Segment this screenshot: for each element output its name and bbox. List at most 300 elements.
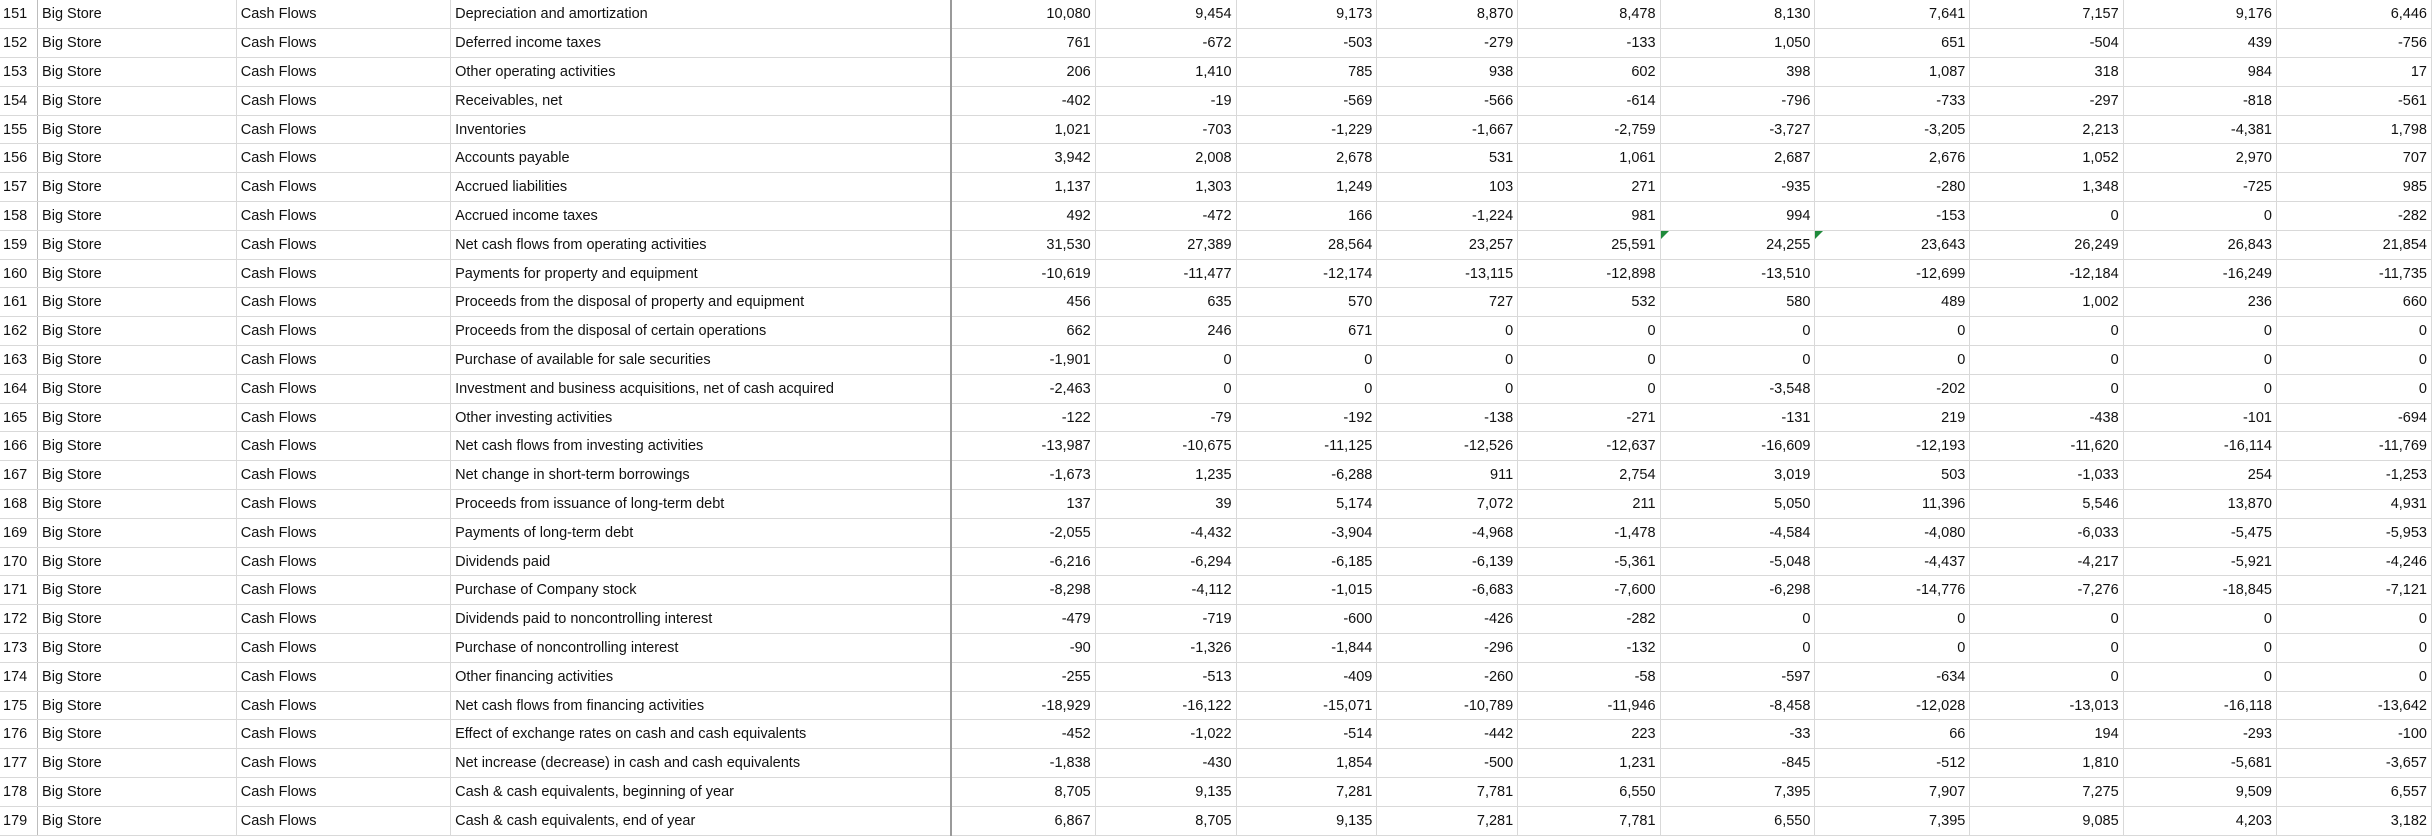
- cell-store[interactable]: Big Store: [38, 173, 237, 202]
- cell-value[interactable]: -293: [2123, 720, 2276, 749]
- cell-line-item[interactable]: Payments for property and equipment: [451, 259, 952, 288]
- cell-value[interactable]: -33: [1660, 720, 1815, 749]
- row-header[interactable]: 160: [0, 259, 38, 288]
- cell-value[interactable]: -132: [1518, 634, 1660, 663]
- cell-value[interactable]: -297: [1970, 86, 2123, 115]
- cell-value[interactable]: 8,478: [1518, 0, 1660, 29]
- cell-value[interactable]: 3,942: [951, 144, 1095, 173]
- cell-value[interactable]: 0: [1518, 374, 1660, 403]
- cell-store[interactable]: Big Store: [38, 230, 237, 259]
- row-header[interactable]: 169: [0, 518, 38, 547]
- cell-line-item[interactable]: Investment and business acquisitions, net of cash acquired: [451, 374, 952, 403]
- row-header[interactable]: 168: [0, 490, 38, 519]
- cell-value[interactable]: -90: [951, 634, 1095, 663]
- cell-value[interactable]: 0: [2123, 202, 2276, 231]
- cell-value[interactable]: -1,838: [951, 749, 1095, 778]
- cell-value[interactable]: 0: [1377, 374, 1518, 403]
- cell-sheet[interactable]: Cash Flows: [236, 691, 450, 720]
- cell-value[interactable]: 219: [1815, 403, 1970, 432]
- cell-value[interactable]: 0: [2276, 374, 2431, 403]
- cell-value[interactable]: 1,061: [1518, 144, 1660, 173]
- cell-value[interactable]: -7,600: [1518, 576, 1660, 605]
- cell-value[interactable]: -3,727: [1660, 115, 1815, 144]
- cell-line-item[interactable]: Net change in short-term borrowings: [451, 461, 952, 490]
- cell-value[interactable]: 7,157: [1970, 0, 2123, 29]
- cell-value[interactable]: -7,121: [2276, 576, 2431, 605]
- cell-sheet[interactable]: Cash Flows: [236, 547, 450, 576]
- cell-value[interactable]: -845: [1660, 749, 1815, 778]
- cell-value[interactable]: -8,298: [951, 576, 1095, 605]
- cell-value[interactable]: 1,021: [951, 115, 1095, 144]
- cell-value[interactable]: -5,681: [2123, 749, 2276, 778]
- cell-value[interactable]: 11,396: [1815, 490, 1970, 519]
- cell-value[interactable]: -442: [1377, 720, 1518, 749]
- cell-line-item[interactable]: Receivables, net: [451, 86, 952, 115]
- row-header[interactable]: 161: [0, 288, 38, 317]
- cell-store[interactable]: Big Store: [38, 29, 237, 58]
- cell-value[interactable]: 0: [1970, 374, 2123, 403]
- cell-value[interactable]: -818: [2123, 86, 2276, 115]
- cell-store[interactable]: Big Store: [38, 662, 237, 691]
- cell-value[interactable]: 17: [2276, 58, 2431, 87]
- cell-value[interactable]: -16,249: [2123, 259, 2276, 288]
- cell-value[interactable]: -15,071: [1236, 691, 1377, 720]
- cell-value[interactable]: 28,564: [1236, 230, 1377, 259]
- cell-value[interactable]: -5,048: [1660, 547, 1815, 576]
- cell-store[interactable]: Big Store: [38, 259, 237, 288]
- cell-store[interactable]: Big Store: [38, 778, 237, 807]
- cell-value[interactable]: 0: [2276, 662, 2431, 691]
- cell-value[interactable]: 236: [2123, 288, 2276, 317]
- cell-value[interactable]: 4,203: [2123, 806, 2276, 835]
- cell-sheet[interactable]: Cash Flows: [236, 230, 450, 259]
- cell-value[interactable]: -10,789: [1377, 691, 1518, 720]
- cell-value[interactable]: 2,213: [1970, 115, 2123, 144]
- cell-value[interactable]: 9,085: [1970, 806, 2123, 835]
- cell-value[interactable]: -192: [1236, 403, 1377, 432]
- cell-value[interactable]: -600: [1236, 605, 1377, 634]
- cell-value[interactable]: 1,798: [2276, 115, 2431, 144]
- row-header[interactable]: 164: [0, 374, 38, 403]
- row-header[interactable]: 171: [0, 576, 38, 605]
- cell-value[interactable]: -260: [1377, 662, 1518, 691]
- cell-value[interactable]: -1,022: [1095, 720, 1236, 749]
- cell-line-item[interactable]: Proceeds from the disposal of property and equipment: [451, 288, 952, 317]
- cell-value[interactable]: 0: [2123, 605, 2276, 634]
- cell-value[interactable]: -561: [2276, 86, 2431, 115]
- cell-sheet[interactable]: Cash Flows: [236, 778, 450, 807]
- cell-line-item[interactable]: Proceeds from the disposal of certain operations: [451, 317, 952, 346]
- cell-value[interactable]: -503: [1236, 29, 1377, 58]
- cell-value[interactable]: 2,008: [1095, 144, 1236, 173]
- cell-value[interactable]: -16,114: [2123, 432, 2276, 461]
- cell-value[interactable]: -10,619: [951, 259, 1095, 288]
- cell-value[interactable]: -672: [1095, 29, 1236, 58]
- cell-value[interactable]: 8,705: [951, 778, 1095, 807]
- cell-value[interactable]: -409: [1236, 662, 1377, 691]
- cell-value[interactable]: 5,174: [1236, 490, 1377, 519]
- cell-sheet[interactable]: Cash Flows: [236, 662, 450, 691]
- cell-value[interactable]: -11,946: [1518, 691, 1660, 720]
- row-header[interactable]: 179: [0, 806, 38, 835]
- cell-value[interactable]: 3,182: [2276, 806, 2431, 835]
- cell-value[interactable]: -138: [1377, 403, 1518, 432]
- cell-value[interactable]: 662: [951, 317, 1095, 346]
- cell-sheet[interactable]: Cash Flows: [236, 749, 450, 778]
- cell-sheet[interactable]: Cash Flows: [236, 29, 450, 58]
- cell-value[interactable]: 0: [1970, 202, 2123, 231]
- cell-value[interactable]: -733: [1815, 86, 1970, 115]
- cell-line-item[interactable]: Cash & cash equivalents, beginning of year: [451, 778, 952, 807]
- cell-value[interactable]: 0: [1377, 317, 1518, 346]
- cell-value[interactable]: 651: [1815, 29, 1970, 58]
- cell-value[interactable]: -5,361: [1518, 547, 1660, 576]
- cell-value[interactable]: 727: [1377, 288, 1518, 317]
- cell-store[interactable]: Big Store: [38, 317, 237, 346]
- cell-value[interactable]: 66: [1815, 720, 1970, 749]
- cell-sheet[interactable]: Cash Flows: [236, 86, 450, 115]
- cell-store[interactable]: Big Store: [38, 288, 237, 317]
- cell-value[interactable]: 761: [951, 29, 1095, 58]
- cell-value[interactable]: -1,253: [2276, 461, 2431, 490]
- cell-value[interactable]: -4,432: [1095, 518, 1236, 547]
- cell-value[interactable]: -11,125: [1236, 432, 1377, 461]
- cell-value[interactable]: 994: [1660, 202, 1815, 231]
- cell-value[interactable]: -16,118: [2123, 691, 2276, 720]
- cell-value[interactable]: -4,080: [1815, 518, 1970, 547]
- cell-value[interactable]: -4,968: [1377, 518, 1518, 547]
- row-header[interactable]: 176: [0, 720, 38, 749]
- cell-value[interactable]: -296: [1377, 634, 1518, 663]
- cell-line-item[interactable]: Purchase of Company stock: [451, 576, 952, 605]
- cell-value[interactable]: 27,389: [1095, 230, 1236, 259]
- cell-value[interactable]: 0: [1236, 374, 1377, 403]
- cell-sheet[interactable]: Cash Flows: [236, 0, 450, 29]
- cell-value[interactable]: -2,759: [1518, 115, 1660, 144]
- cell-store[interactable]: Big Store: [38, 461, 237, 490]
- cell-value[interactable]: 0: [1095, 374, 1236, 403]
- cell-store[interactable]: Big Store: [38, 547, 237, 576]
- cell-value[interactable]: -6,033: [1970, 518, 2123, 547]
- cell-line-item[interactable]: Accrued income taxes: [451, 202, 952, 231]
- cell-value[interactable]: 7,072: [1377, 490, 1518, 519]
- cell-value[interactable]: -514: [1236, 720, 1377, 749]
- cell-value[interactable]: -6,185: [1236, 547, 1377, 576]
- cell-value[interactable]: 6,550: [1518, 778, 1660, 807]
- cell-value[interactable]: 1,810: [1970, 749, 2123, 778]
- cell-value[interactable]: 0: [1815, 605, 1970, 634]
- cell-line-item[interactable]: Net increase (decrease) in cash and cash equivalents: [451, 749, 952, 778]
- cell-value[interactable]: -271: [1518, 403, 1660, 432]
- cell-value[interactable]: 0: [1970, 317, 2123, 346]
- cell-value[interactable]: -153: [1815, 202, 1970, 231]
- cell-value[interactable]: 981: [1518, 202, 1660, 231]
- cell-value[interactable]: -18,845: [2123, 576, 2276, 605]
- cell-value[interactable]: -19: [1095, 86, 1236, 115]
- cell-value[interactable]: -1,673: [951, 461, 1095, 490]
- cell-value[interactable]: -12,184: [1970, 259, 2123, 288]
- cell-sheet[interactable]: Cash Flows: [236, 288, 450, 317]
- cell-value[interactable]: -4,246: [2276, 547, 2431, 576]
- cell-value[interactable]: -13,510: [1660, 259, 1815, 288]
- cell-value[interactable]: 137: [951, 490, 1095, 519]
- cell-store[interactable]: Big Store: [38, 202, 237, 231]
- cell-line-item[interactable]: Proceeds from issuance of long-term debt: [451, 490, 952, 519]
- cell-value[interactable]: 2,678: [1236, 144, 1377, 173]
- cell-value[interactable]: -472: [1095, 202, 1236, 231]
- cell-value[interactable]: 0: [1377, 346, 1518, 375]
- cell-value[interactable]: -1,844: [1236, 634, 1377, 663]
- cell-value[interactable]: -569: [1236, 86, 1377, 115]
- row-header[interactable]: 151: [0, 0, 38, 29]
- cell-value[interactable]: 2,676: [1815, 144, 1970, 173]
- cell-value[interactable]: 7,641: [1815, 0, 1970, 29]
- cell-value[interactable]: 492: [951, 202, 1095, 231]
- cell-value[interactable]: -133: [1518, 29, 1660, 58]
- cell-sheet[interactable]: Cash Flows: [236, 144, 450, 173]
- cell-value[interactable]: 5,050: [1660, 490, 1815, 519]
- cell-value[interactable]: 0: [1518, 317, 1660, 346]
- cell-store[interactable]: Big Store: [38, 115, 237, 144]
- cell-store[interactable]: Big Store: [38, 403, 237, 432]
- cell-sheet[interactable]: Cash Flows: [236, 518, 450, 547]
- cell-value[interactable]: -402: [951, 86, 1095, 115]
- cell-value[interactable]: 7,395: [1660, 778, 1815, 807]
- cell-value[interactable]: 1,231: [1518, 749, 1660, 778]
- cell-value[interactable]: -6,683: [1377, 576, 1518, 605]
- cell-line-item[interactable]: Other investing activities: [451, 403, 952, 432]
- cell-value[interactable]: -1,015: [1236, 576, 1377, 605]
- cell-value[interactable]: -12,028: [1815, 691, 1970, 720]
- cell-store[interactable]: Big Store: [38, 346, 237, 375]
- cell-value[interactable]: 4,931: [2276, 490, 2431, 519]
- cell-sheet[interactable]: Cash Flows: [236, 806, 450, 835]
- cell-sheet[interactable]: Cash Flows: [236, 605, 450, 634]
- cell-value[interactable]: 671: [1236, 317, 1377, 346]
- cell-value[interactable]: 985: [2276, 173, 2431, 202]
- cell-value[interactable]: 660: [2276, 288, 2431, 317]
- cell-value[interactable]: -6,298: [1660, 576, 1815, 605]
- cell-value[interactable]: -58: [1518, 662, 1660, 691]
- cell-value[interactable]: 2,687: [1660, 144, 1815, 173]
- cell-value[interactable]: -597: [1660, 662, 1815, 691]
- cell-value[interactable]: -1,229: [1236, 115, 1377, 144]
- row-header[interactable]: 157: [0, 173, 38, 202]
- cell-value[interactable]: 0: [2276, 346, 2431, 375]
- cell-store[interactable]: Big Store: [38, 58, 237, 87]
- cell-value[interactable]: -8,458: [1660, 691, 1815, 720]
- cell-value[interactable]: -12,526: [1377, 432, 1518, 461]
- cell-value[interactable]: -4,217: [1970, 547, 2123, 576]
- cell-value[interactable]: 9,454: [1095, 0, 1236, 29]
- cell-value[interactable]: 2,754: [1518, 461, 1660, 490]
- cell-value[interactable]: 0: [1236, 346, 1377, 375]
- cell-line-item[interactable]: Dividends paid: [451, 547, 952, 576]
- cell-value[interactable]: -11,769: [2276, 432, 2431, 461]
- cell-value[interactable]: -479: [951, 605, 1095, 634]
- cell-value[interactable]: -11,735: [2276, 259, 2431, 288]
- cell-value[interactable]: 1,235: [1095, 461, 1236, 490]
- cell-value[interactable]: 0: [2123, 374, 2276, 403]
- cell-value[interactable]: 206: [951, 58, 1095, 87]
- cell-value[interactable]: -282: [1518, 605, 1660, 634]
- cell-value[interactable]: -430: [1095, 749, 1236, 778]
- cell-value[interactable]: -1,326: [1095, 634, 1236, 663]
- cell-value[interactable]: 6,867: [951, 806, 1095, 835]
- cell-sheet[interactable]: Cash Flows: [236, 346, 450, 375]
- cell-value[interactable]: -14,776: [1815, 576, 1970, 605]
- cell-value[interactable]: -703: [1095, 115, 1236, 144]
- cell-sheet[interactable]: Cash Flows: [236, 317, 450, 346]
- row-header[interactable]: 162: [0, 317, 38, 346]
- cell-value[interactable]: 1,249: [1236, 173, 1377, 202]
- cell-line-item[interactable]: Inventories: [451, 115, 952, 144]
- cell-value[interactable]: 0: [1815, 317, 1970, 346]
- cell-store[interactable]: Big Store: [38, 720, 237, 749]
- cell-value[interactable]: -634: [1815, 662, 1970, 691]
- cell-value[interactable]: 984: [2123, 58, 2276, 87]
- cell-value[interactable]: 503: [1815, 461, 1970, 490]
- cell-value[interactable]: 911: [1377, 461, 1518, 490]
- cell-value[interactable]: 0: [1970, 634, 2123, 663]
- cell-line-item[interactable]: Net cash flows from investing activities: [451, 432, 952, 461]
- cell-value[interactable]: 532: [1518, 288, 1660, 317]
- cell-value[interactable]: 0: [1095, 346, 1236, 375]
- cell-value[interactable]: -6,294: [1095, 547, 1236, 576]
- cell-store[interactable]: Big Store: [38, 0, 237, 29]
- cell-sheet[interactable]: Cash Flows: [236, 259, 450, 288]
- row-header[interactable]: 172: [0, 605, 38, 634]
- cell-value[interactable]: -79: [1095, 403, 1236, 432]
- cell-sheet[interactable]: Cash Flows: [236, 403, 450, 432]
- cell-value[interactable]: -6,139: [1377, 547, 1518, 576]
- cell-line-item[interactable]: Accrued liabilities: [451, 173, 952, 202]
- cell-value[interactable]: -5,953: [2276, 518, 2431, 547]
- cell-value[interactable]: 0: [2276, 605, 2431, 634]
- cell-value[interactable]: -1,901: [951, 346, 1095, 375]
- cell-value[interactable]: -280: [1815, 173, 1970, 202]
- row-header[interactable]: 166: [0, 432, 38, 461]
- cell-value[interactable]: 1,087: [1815, 58, 1970, 87]
- row-header[interactable]: 156: [0, 144, 38, 173]
- cell-value[interactable]: -10,675: [1095, 432, 1236, 461]
- cell-value[interactable]: -4,584: [1660, 518, 1815, 547]
- cell-value[interactable]: -16,122: [1095, 691, 1236, 720]
- cell-sheet[interactable]: Cash Flows: [236, 490, 450, 519]
- cell-value[interactable]: 1,052: [1970, 144, 2123, 173]
- cell-value[interactable]: 6,557: [2276, 778, 2431, 807]
- cell-store[interactable]: Big Store: [38, 576, 237, 605]
- cell-line-item[interactable]: Other financing activities: [451, 662, 952, 691]
- row-header[interactable]: 159: [0, 230, 38, 259]
- cell-value[interactable]: 1,002: [1970, 288, 2123, 317]
- cell-value[interactable]: 8,130: [1660, 0, 1815, 29]
- cell-value[interactable]: -3,205: [1815, 115, 1970, 144]
- cell-value[interactable]: -7,276: [1970, 576, 2123, 605]
- cell-sheet[interactable]: Cash Flows: [236, 634, 450, 663]
- cell-value[interactable]: -255: [951, 662, 1095, 691]
- cell-value[interactable]: 26,843: [2123, 230, 2276, 259]
- cell-value[interactable]: 785: [1236, 58, 1377, 87]
- cell-value[interactable]: -12,637: [1518, 432, 1660, 461]
- cell-value[interactable]: -13,013: [1970, 691, 2123, 720]
- cell-value[interactable]: -1,667: [1377, 115, 1518, 144]
- cell-value[interactable]: 0: [2123, 317, 2276, 346]
- cell-value[interactable]: 9,135: [1095, 778, 1236, 807]
- cell-value[interactable]: 246: [1095, 317, 1236, 346]
- cell-value[interactable]: -4,381: [2123, 115, 2276, 144]
- cell-value[interactable]: -5,475: [2123, 518, 2276, 547]
- cell-value[interactable]: -4,112: [1095, 576, 1236, 605]
- cell-value[interactable]: -1,033: [1970, 461, 2123, 490]
- cell-value[interactable]: -12,193: [1815, 432, 1970, 461]
- cell-value[interactable]: 10,080: [951, 0, 1095, 29]
- row-header[interactable]: 158: [0, 202, 38, 231]
- cell-value[interactable]: 489: [1815, 288, 1970, 317]
- cell-sheet[interactable]: Cash Flows: [236, 115, 450, 144]
- row-header[interactable]: 177: [0, 749, 38, 778]
- cell-value[interactable]: 25,591: [1518, 230, 1660, 259]
- cell-value[interactable]: 7,281: [1377, 806, 1518, 835]
- cell-value[interactable]: -796: [1660, 86, 1815, 115]
- cell-value[interactable]: 254: [2123, 461, 2276, 490]
- cell-store[interactable]: Big Store: [38, 490, 237, 519]
- cell-store[interactable]: Big Store: [38, 691, 237, 720]
- cell-value[interactable]: 456: [951, 288, 1095, 317]
- cell-value[interactable]: 398: [1660, 58, 1815, 87]
- cell-line-item[interactable]: Purchase of available for sale securities: [451, 346, 952, 375]
- cell-line-item[interactable]: Depreciation and amortization: [451, 0, 952, 29]
- cell-value[interactable]: 1,050: [1660, 29, 1815, 58]
- cell-value[interactable]: 223: [1518, 720, 1660, 749]
- cell-value[interactable]: 580: [1660, 288, 1815, 317]
- cell-value[interactable]: 7,781: [1518, 806, 1660, 835]
- cell-sheet[interactable]: Cash Flows: [236, 720, 450, 749]
- cell-value[interactable]: -504: [1970, 29, 2123, 58]
- cell-value[interactable]: -101: [2123, 403, 2276, 432]
- cell-line-item[interactable]: Payments of long-term debt: [451, 518, 952, 547]
- cell-value[interactable]: 0: [2123, 662, 2276, 691]
- cell-sheet[interactable]: Cash Flows: [236, 202, 450, 231]
- cell-line-item[interactable]: Purchase of noncontrolling interest: [451, 634, 952, 663]
- row-header[interactable]: 170: [0, 547, 38, 576]
- cell-value[interactable]: -202: [1815, 374, 1970, 403]
- cell-value[interactable]: 0: [1660, 634, 1815, 663]
- cell-value[interactable]: 439: [2123, 29, 2276, 58]
- cell-value[interactable]: 39: [1095, 490, 1236, 519]
- cell-value[interactable]: -11,477: [1095, 259, 1236, 288]
- cell-store[interactable]: Big Store: [38, 605, 237, 634]
- cell-value[interactable]: -279: [1377, 29, 1518, 58]
- cell-value[interactable]: -12,699: [1815, 259, 1970, 288]
- cell-value[interactable]: 103: [1377, 173, 1518, 202]
- cell-value[interactable]: 21,854: [2276, 230, 2431, 259]
- cell-value[interactable]: -13,115: [1377, 259, 1518, 288]
- cell-value[interactable]: -2,463: [951, 374, 1095, 403]
- cell-value[interactable]: -3,548: [1660, 374, 1815, 403]
- cell-line-item[interactable]: Effect of exchange rates on cash and cash equivalents: [451, 720, 952, 749]
- cell-line-item[interactable]: Other operating activities: [451, 58, 952, 87]
- cell-value[interactable]: 7,907: [1815, 778, 1970, 807]
- cell-sheet[interactable]: Cash Flows: [236, 461, 450, 490]
- cell-store[interactable]: Big Store: [38, 518, 237, 547]
- cell-value[interactable]: -13,642: [2276, 691, 2431, 720]
- cell-value[interactable]: -100: [2276, 720, 2431, 749]
- cell-value[interactable]: 7,275: [1970, 778, 2123, 807]
- row-header[interactable]: 175: [0, 691, 38, 720]
- cell-value[interactable]: 6,446: [2276, 0, 2431, 29]
- cell-value[interactable]: 635: [1095, 288, 1236, 317]
